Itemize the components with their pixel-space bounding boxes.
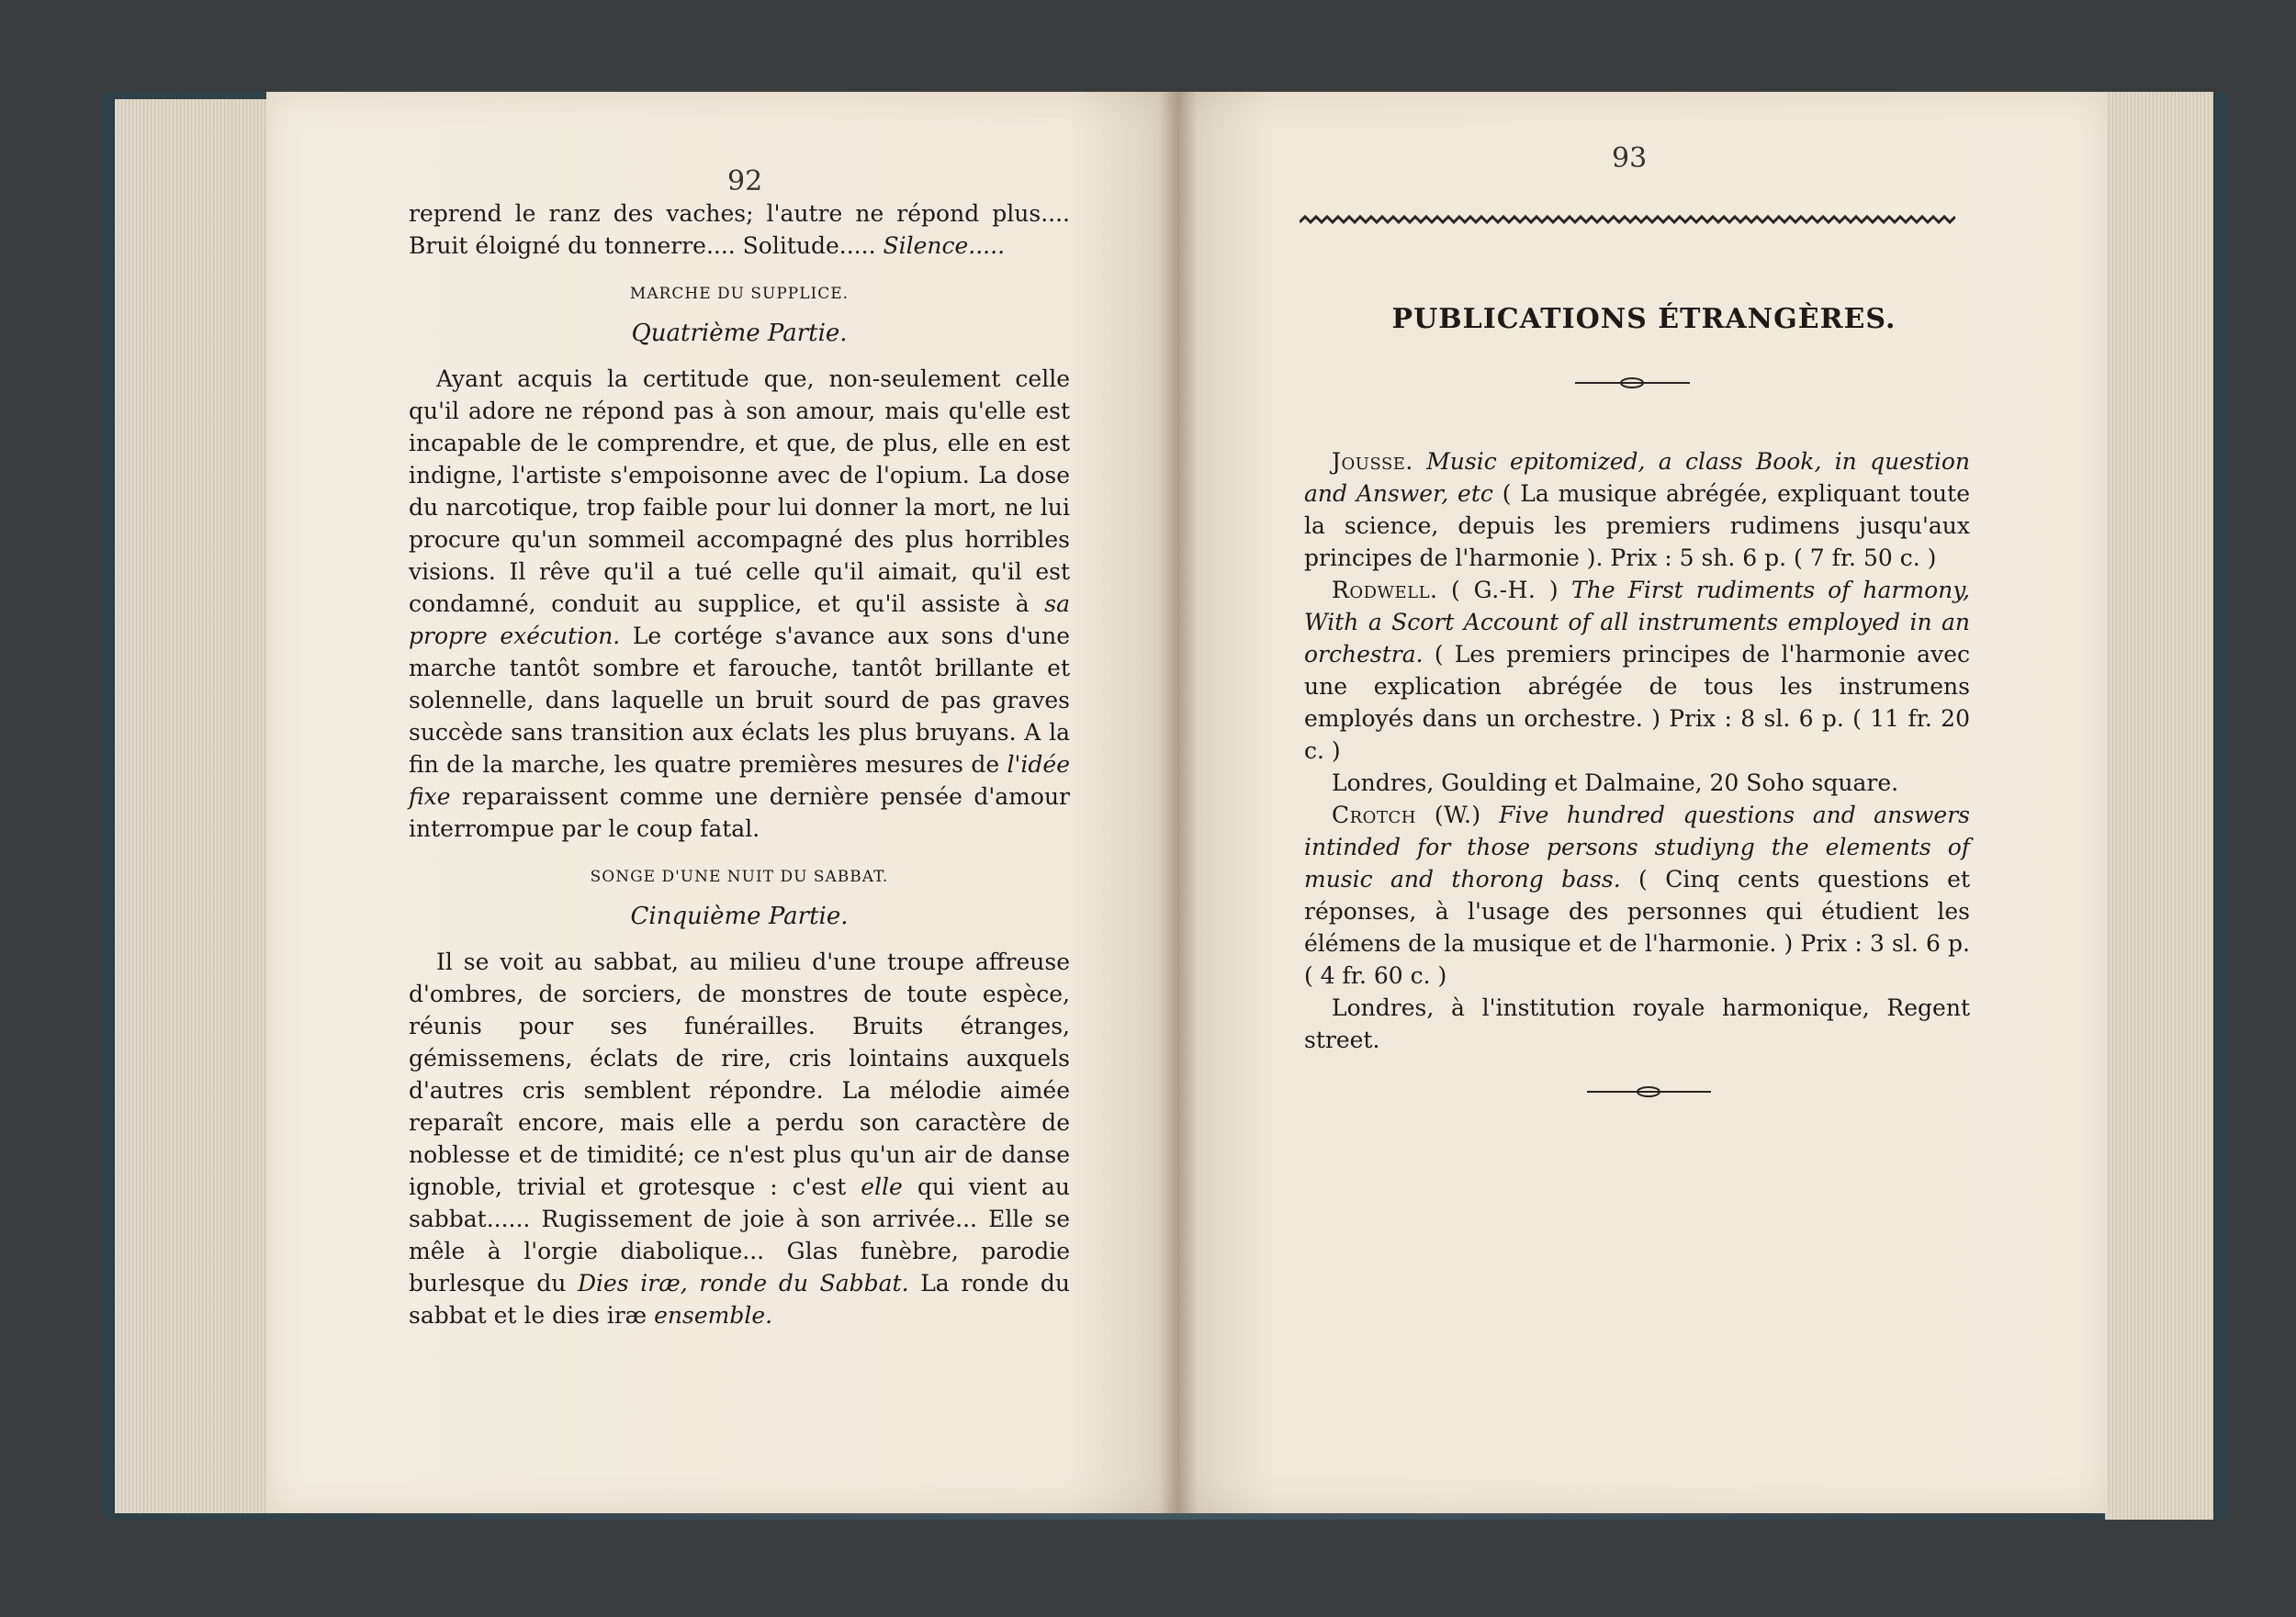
paragraph-3-italic-2: Dies iræ, ronde du Sabbat.	[577, 1270, 909, 1297]
zigzag-rule	[1300, 211, 1955, 228]
paragraph-3-text-b: qui vient au sabbat...... Rugissement de joie à son arrivée... Elle se mêle à l'orgie diabolique... Glas funèbre, parodie burlesque du	[409, 1173, 1070, 1297]
entry-jousse	[1304, 445, 1970, 574]
entry-author: Rodwell. ( G.-H. )	[1332, 577, 1559, 603]
section-heading-marche: MARCHE DU SUPPLICE.	[629, 285, 850, 303]
paragraph-3	[409, 946, 1070, 1331]
entry-crotch	[1304, 799, 1970, 992]
entry-description: ( Les premiers principes de l'harmonie avec une explication abrégée de tous les instrumens employés dans un orchestre. ) Prix : 8 sl. 6 p. ( 11 fr. 20 c. )	[1304, 641, 1970, 764]
publications-title: PUBLICATIONS ÉTRANGÈRES.	[1391, 303, 1896, 335]
paragraph-2-text-c: reparaissent comme une dernière pensée d'amour interrompue par le coup fatal.	[409, 783, 1070, 842]
paragraph-1-text: reprend le ranz des vaches; l'autre ne répond plus.... Bruit éloigné du tonnerre.... Solitude.....	[409, 200, 1070, 259]
section-part-quatrieme: Quatrième Partie.	[631, 320, 848, 347]
entry-description: ( Cinq cents questions et réponses, à l'usage des personnes qui étudient les élémens de la musique et de l'harmonie. ) Prix : 3 sl. 6 p. ( 4 fr. 60 c. )	[1304, 866, 1970, 989]
right-page-number: 93	[1612, 142, 1648, 174]
paragraph-3-italic-1: elle	[861, 1173, 903, 1200]
left-page-number: 92	[727, 165, 763, 197]
paragraph-1-italic: Silence.....	[883, 232, 1006, 259]
entry-title: The First rudiments of harmony, With a Scort Account of all instruments employed in an orchestra.	[1304, 577, 1970, 668]
section-heading-songe: SONGE D'UNE NUIT DU SABBAT.	[590, 868, 889, 886]
paragraph-2-text-a: Ayant acquis la certitude que, non-seulement celle qu'il adore ne répond pas à son amour, mais qu'elle est incapable de le comprendre, et que, de plus, elle en est indigne, l'artiste s'empoisonne avec de l'opium. La dose du narcotique, trop faible pour lui donner la mort, ne lui procure qu'un sommeil accompagné des plus horribles visions. Il rêve qu'il a tué celle qu'il aimait, qu'il est condamné, conduit au supplice, et qu'il assiste à	[409, 365, 1070, 617]
book-gutter	[1159, 92, 1198, 1513]
paragraph-2-text-b: Le cortége s'avance aux sons d'une marche tantôt sombre et farouche, tantôt brillante et solennelle, dans laquelle un bruit sourd de pas graves succède sans transition aux éclats les plus bruyans. A la fin de la marche, les quatre premières mesures de	[409, 623, 1070, 778]
entry-author: Jousse.	[1332, 448, 1413, 475]
entry-title: Music epitomized, a class Book, in question and Answer, etc	[1304, 448, 1970, 507]
section-part-cinquieme: Cinquième Partie.	[630, 903, 849, 930]
ornament-divider-top	[1575, 376, 1690, 389]
page-edges-right	[2105, 92, 2213, 1520]
left-page-text	[409, 197, 1070, 1331]
paragraph-3-text-c: La ronde du sabbat et le dies iræ	[409, 1270, 1070, 1329]
page-edges-left	[115, 99, 271, 1513]
paragraph-1	[409, 197, 1070, 262]
entry-rodwell-address: Londres, Goulding et Dalmaine, 20 Soho square.	[1332, 769, 1899, 796]
entry-title: Five hundred questions and answers intinded for those persons studiyng the elements of music and thorong bass.	[1304, 802, 1970, 893]
paragraph-3-text-a: Il se voit au sabbat, au milieu d'une troupe affreuse d'ombres, de sorciers, de monstres de toute espèce, réunis pour ses funérailles. Bruits étranges, gémissemens, éclats de rire, cris lointains auxquels d'autres cris semblent répondre. La mélodie aimée reparaît encore, mais elle a perdu son caractère de noblesse et de timidité; ce n'est plus qu'un air de danse ignoble, trivial et grotesque : c'est	[409, 949, 1070, 1200]
entry-rodwell	[1304, 574, 1970, 767]
right-page-text	[1304, 445, 1970, 1056]
paragraph-2-italic-1: sa propre exécution.	[409, 590, 1070, 649]
paragraph-3-italic-3: ensemble.	[654, 1302, 773, 1329]
paragraph-2-italic-2: l'idée fixe	[409, 751, 1070, 810]
entry-crotch-address: Londres, à l'institution royale harmonique, Regent street.	[1304, 994, 1970, 1053]
entry-description: ( La musique abrégée, expliquant toute la science, depuis les premiers rudimens jusqu'aux principes de l'harmonie ). Prix : 5 sh. 6 p. ( 7 fr. 50 c. )	[1304, 480, 1970, 571]
entry-author: Crotch (W.)	[1332, 802, 1481, 828]
ornament-divider-bottom	[1587, 1085, 1711, 1098]
paragraph-2	[409, 363, 1070, 845]
